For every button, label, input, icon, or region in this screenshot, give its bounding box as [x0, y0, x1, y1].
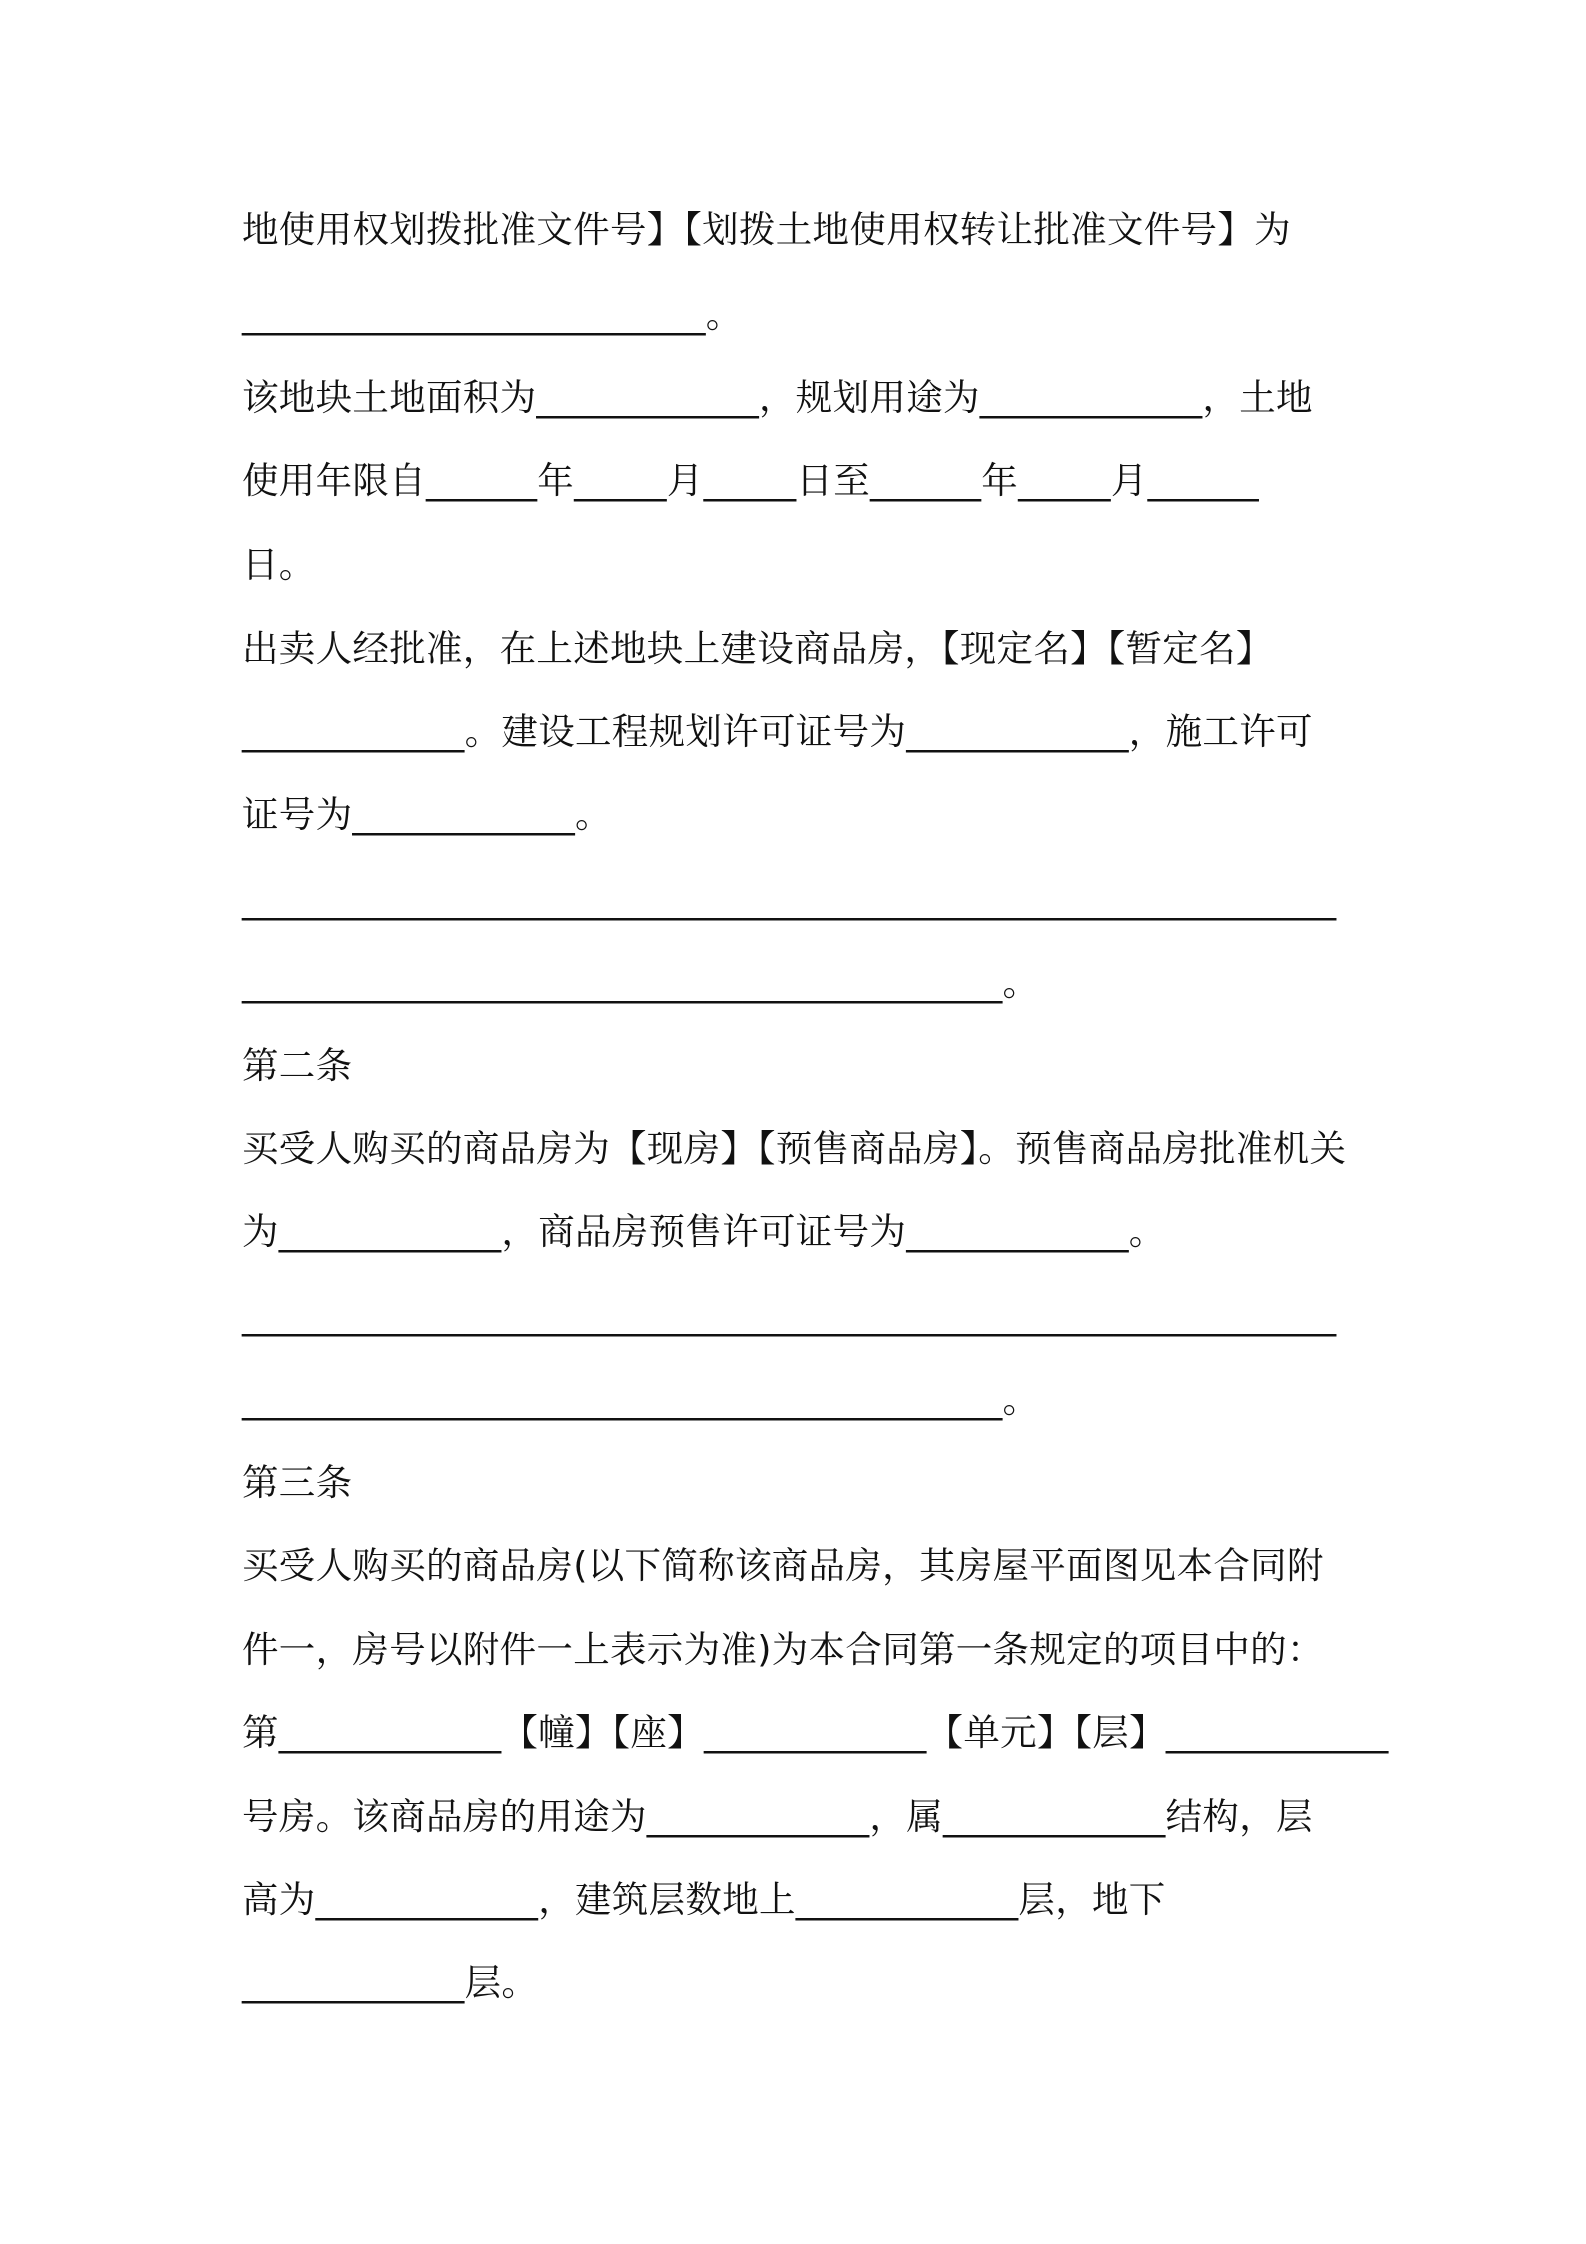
section-heading: 第三条: [242, 1461, 353, 1504]
text-line: 出卖人经批准，在上述地块上建设商品房，【现定名】【暂定名】: [242, 627, 1273, 670]
text-line: _________________________。: [242, 293, 743, 336]
text-line: 第____________【幢】【座】____________【单元】【层】____________: [242, 1711, 1389, 1754]
text-line: _________________________________________。: [242, 1378, 1040, 1421]
text-line: 地使用权划拨批准文件号】【划拨土地使用权转让批准文件号】为: [242, 208, 1291, 251]
text-line: ___________________________________________________________: [242, 1294, 1337, 1337]
text-line: 日。: [242, 543, 316, 586]
text-line: _________________________________________。: [242, 961, 1040, 1004]
text-line: 买受人购买的商品房(以下简称该商品房，其房屋平面图见本合同附: [242, 1544, 1324, 1587]
text-line: ____________。建设工程规划许可证号为____________，施工许可: [242, 710, 1313, 753]
text-line: 高为____________，建筑层数地上____________层，地下: [242, 1878, 1166, 1921]
text-line: 买受人购买的商品房为【现房】【预售商品房】。预售商品房批准机关: [242, 1127, 1347, 1170]
text-line: 该地块土地面积为____________，规划用途为____________，土地: [242, 376, 1313, 419]
text-line: ____________层。: [242, 1961, 539, 2004]
text-line: 件一，房号以附件一上表示为准)为本合同第一条规定的项目中的：: [242, 1628, 1324, 1671]
text-line: 为____________，商品房预售许可证号为____________。: [242, 1210, 1166, 1253]
text-line: 证号为____________。: [242, 793, 612, 836]
section-heading: 第二条: [242, 1044, 353, 1087]
text-line: ___________________________________________________________: [242, 878, 1337, 921]
text-line: 使用年限自______年_____月_____日至______年_____月______: [242, 459, 1259, 502]
text-line: 号房。该商品房的用途为____________，属____________结构，层: [242, 1795, 1313, 1838]
